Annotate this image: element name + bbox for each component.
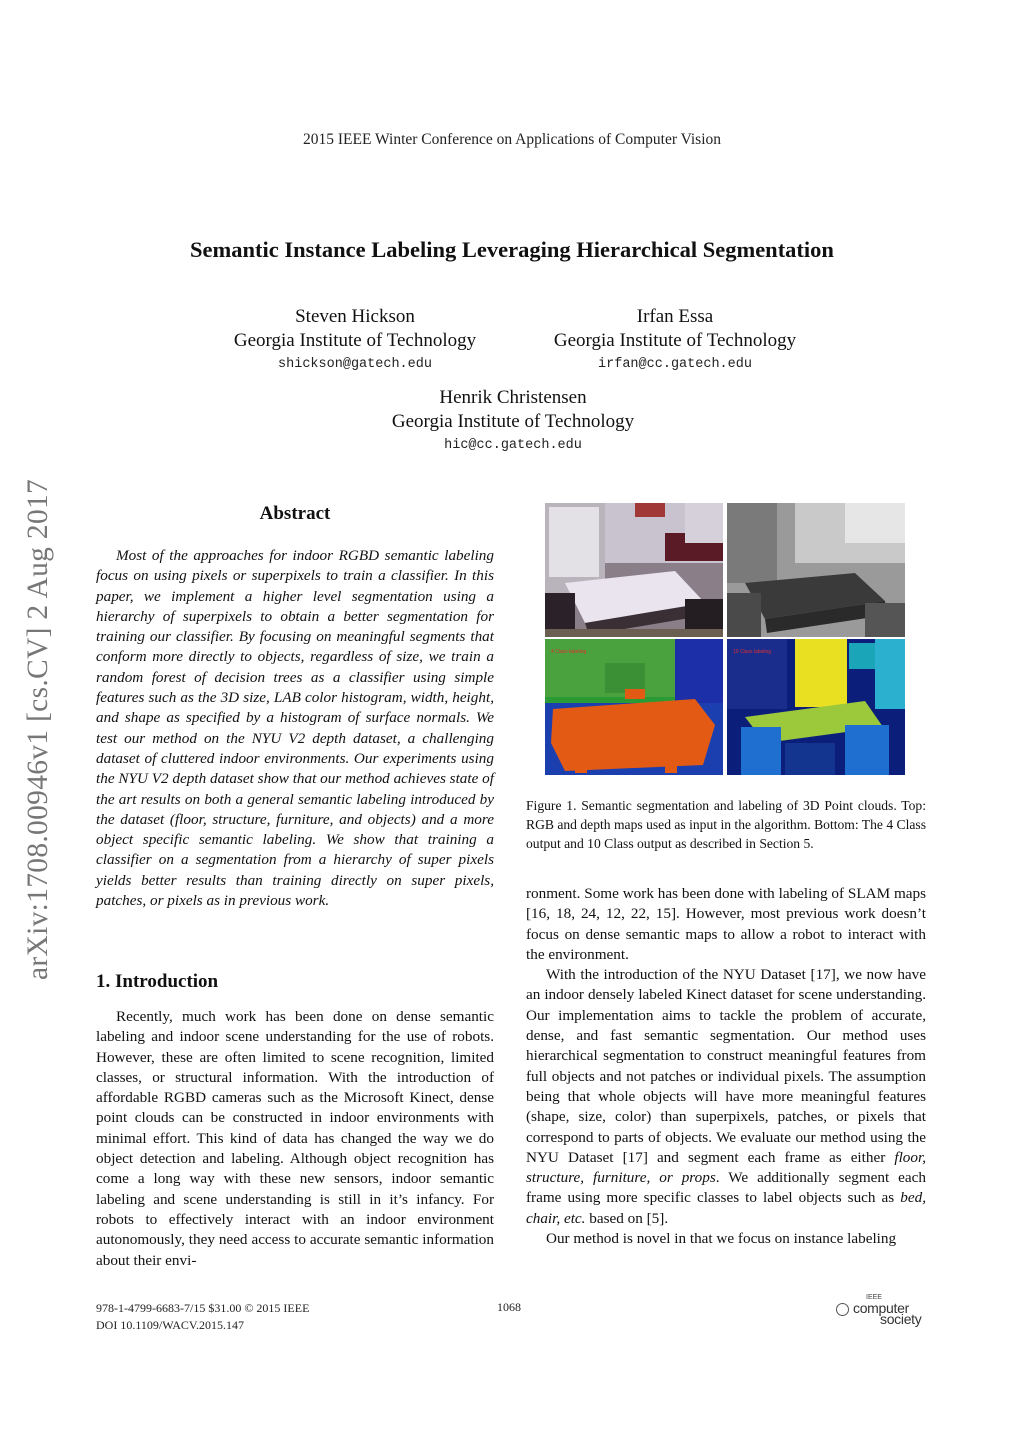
panel-label-10class: 10 Class labeling [733, 649, 772, 655]
four-class-panel [545, 639, 723, 775]
right-column-text [526, 884, 926, 1249]
paper-title: Semantic Instance Labeling Leveraging Hierarchical Segmentation [190, 237, 834, 262]
italic-run: floor, structure, furniture, or props [526, 1148, 926, 1187]
author-affiliation: Georgia Institute of Technology [553, 330, 797, 351]
text-run: . We additionally segment each frame using more specific classes to label objects such as [526, 1169, 926, 1207]
introduction-heading: 1. Introduction [96, 971, 219, 992]
author-affiliation: Georgia Institute of Technology [233, 330, 477, 351]
doi-line[interactable]: DOI 10.1109/WACV.2015.147 [96, 1318, 245, 1332]
author-affiliation: Georgia Institute of Technology [391, 411, 635, 432]
logo-computer-text: computer [853, 1300, 909, 1316]
logo-society-text: society [880, 1311, 922, 1327]
author-email[interactable]: hic@cc.gatech.edu [444, 438, 582, 453]
introduction-text: Recently, much work has been done on dense semantic labeling and indoor scene understanding for the use of robots. However, these are often limited to scene recognition, limited classes, or structural information. With the introduction of affordable RGBD cameras such as the Microsoft Kinect, dense point clouds can be constructed in indoor environments with minimal effort. This kind of data has changed the way we do object detection and labeling. Although object recognition has come a long way with these new sensors, indoor semantic labeling and scene understanding is still in it’s infancy. For robots to effectively interact with an indoor environment autonomously, they need access to accurate semantic information about their envi- [96, 1008, 494, 1269]
abstract-heading: Abstract [259, 503, 331, 524]
paragraph: Our method is novel in that we focus on instance labeling [546, 1230, 897, 1248]
paragraph [526, 965, 926, 1229]
figure-1-image [545, 503, 905, 775]
author-block-1 [200, 305, 510, 377]
figure-1 [545, 503, 905, 775]
text-run: With the introduction of the NYU Dataset [17], we now have an indoor densely labeled Kinect dataset for scene understanding. Our implementation aims to tackle the problem of accurate, dense, and fast semantic segmentation. Our method uses hierarchical segmentation to construct meaningful features from full objects and not patches or individual pixels. The assumption being that whole objects will have more meaningful features (shape, size, color) than superpixels, patches, or pixels that correspond to parts of objects. We evaluate our method using the NYU Dataset [17] and segment each frame as either [526, 966, 926, 1166]
isbn-line: 978-1-4799-6683-7/15 $31.00 © 2015 IEEE [96, 1301, 310, 1315]
logo-ieee-text: IEEE [866, 1294, 882, 1301]
author-email[interactable]: shickson@gatech.edu [278, 357, 432, 372]
abstract-text: Most of the approaches for indoor RGBD semantic labeling focus on using pixels or superpixels to train a classifier. In this paper, we implement a higher level segmentation using a hierarchy of superpixels to obtain a better segmentation for training our classifier. By focusing on meaningful segments that conform more directly to objects, regardless of size, we train a random forest of decision trees as a classifier using simple features such as the 3D size, LAB color histogram, width, height, and shape as specified by a histogram of surface normals. We test our method on the NYU V2 depth dataset, a challenging dataset of cluttered indoor environments. Our experiments using the NYU V2 depth dataset show that our method achieves state of the art results on both a general semantic labeling introduced by the dataset (floor, structure, furniture, and objects) and a more object specific semantic labeling. We show that training a classifier on a segmentation from a hierarchy of super pixels yields better results than training directly on super pixels, patches, or pixels as in previous work. [96, 547, 494, 910]
text-run: based on [5]. [585, 1209, 669, 1227]
ieee-computer-society-logo [836, 1294, 936, 1330]
author-name: Steven Hickson [295, 306, 415, 327]
figure-caption: Figure 1. Semantic segmentation and labeling of 3D Point clouds. Top: RGB and depth maps used as input in the algorithm. Bottom: The 4 Class output and 10 Class output as described in Section 5. [526, 798, 926, 851]
footer-identifiers [96, 1300, 309, 1334]
depth-map-panel [727, 503, 905, 637]
logo-mark-icon [836, 1303, 849, 1316]
page-number: 1068 [497, 1300, 521, 1314]
arxiv-stamp: arXiv:1708.00946v1 [cs.CV] 2 Aug 2017 [22, 478, 54, 980]
panel-label-4class: 4 Class labeling [551, 649, 587, 655]
author-name: Irfan Essa [636, 306, 714, 327]
rgb-image-panel [545, 503, 723, 637]
author-block-2 [520, 305, 830, 377]
author-email[interactable]: irfan@cc.gatech.edu [598, 357, 752, 372]
conference-header: 2015 IEEE Winter Conference on Applications of Computer Vision [302, 131, 721, 148]
ten-class-panel [727, 639, 905, 775]
paragraph: ronment. Some work has been done with labeling of SLAM maps [16, 18, 24, 12, 22, 15]. However, most previous work doesn’t focus on dense semantic maps to allow a robot to interact with the environment. [526, 885, 926, 963]
author-block-3 [350, 386, 676, 458]
italic-run: bed, chair, etc. [526, 1189, 926, 1227]
author-name: Henrik Christensen [439, 387, 587, 408]
